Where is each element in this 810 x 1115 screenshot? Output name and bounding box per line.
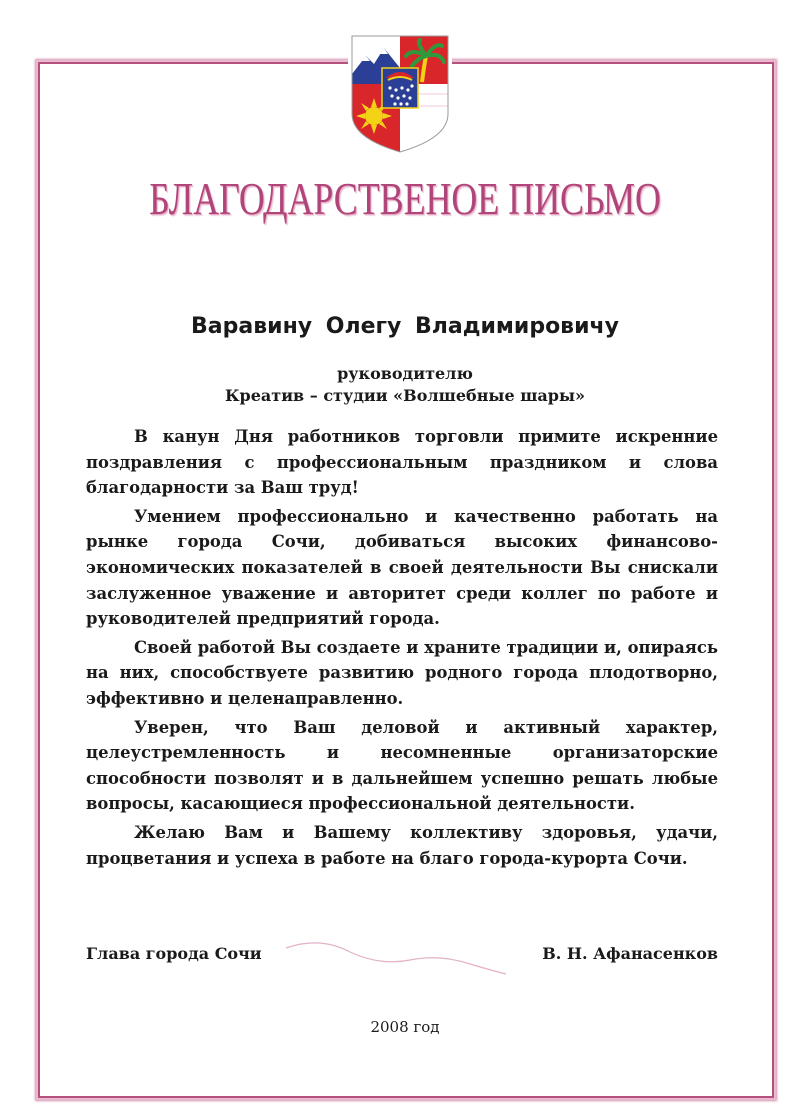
paragraph: Уверен, что Ваш деловой и активный характер, целеустремленность и несомненные организаторские способности позволят и в дальнейшем успешно решать любые вопросы, касающиеся профессиональной деятельности. [86,717,718,814]
sochi-coat-of-arms [348,34,452,154]
signatory-name: В. Н. Афанасенков [542,944,718,963]
recipient-position: руководителю [337,364,473,383]
paragraph: Своей работой Вы создаете и храните традиции и, опираясь на них, способствуете развитию родного города плодотворно, эффективно и целенаправленно. [86,637,718,708]
paragraph: Желаю Вам и Вашему коллективу здоровья, удачи, процветания и успеха в работе на благо города-курорта Сочи. [86,822,718,868]
recipient-name: Варавину Олегу Владимировичу [191,314,619,339]
paragraph: В канун Дня работников торговли примите искренние поздравления с профессиональным праздником и слова благодарности за Ваш труд! [86,427,718,498]
document-year: 2008 год [370,1018,440,1036]
handwritten-signature [280,930,510,980]
letter-body [86,424,718,874]
recipient-organization: Креатив – студии «Волшебные шары» [224,386,585,405]
document-title: БЛАГОДАРСТВЕНОЕ ПИСЬМО [149,173,661,224]
signatory-title: Глава города Сочи [86,944,262,963]
paragraph: Умением профессионально и качественно работать на рынке города Сочи, добиваться высоких финансово-экономических показателей в своей деятельности Вы снискали заслуженное уважение и авторитет среди коллег по работе и руководителей предприятий города. [86,506,718,629]
